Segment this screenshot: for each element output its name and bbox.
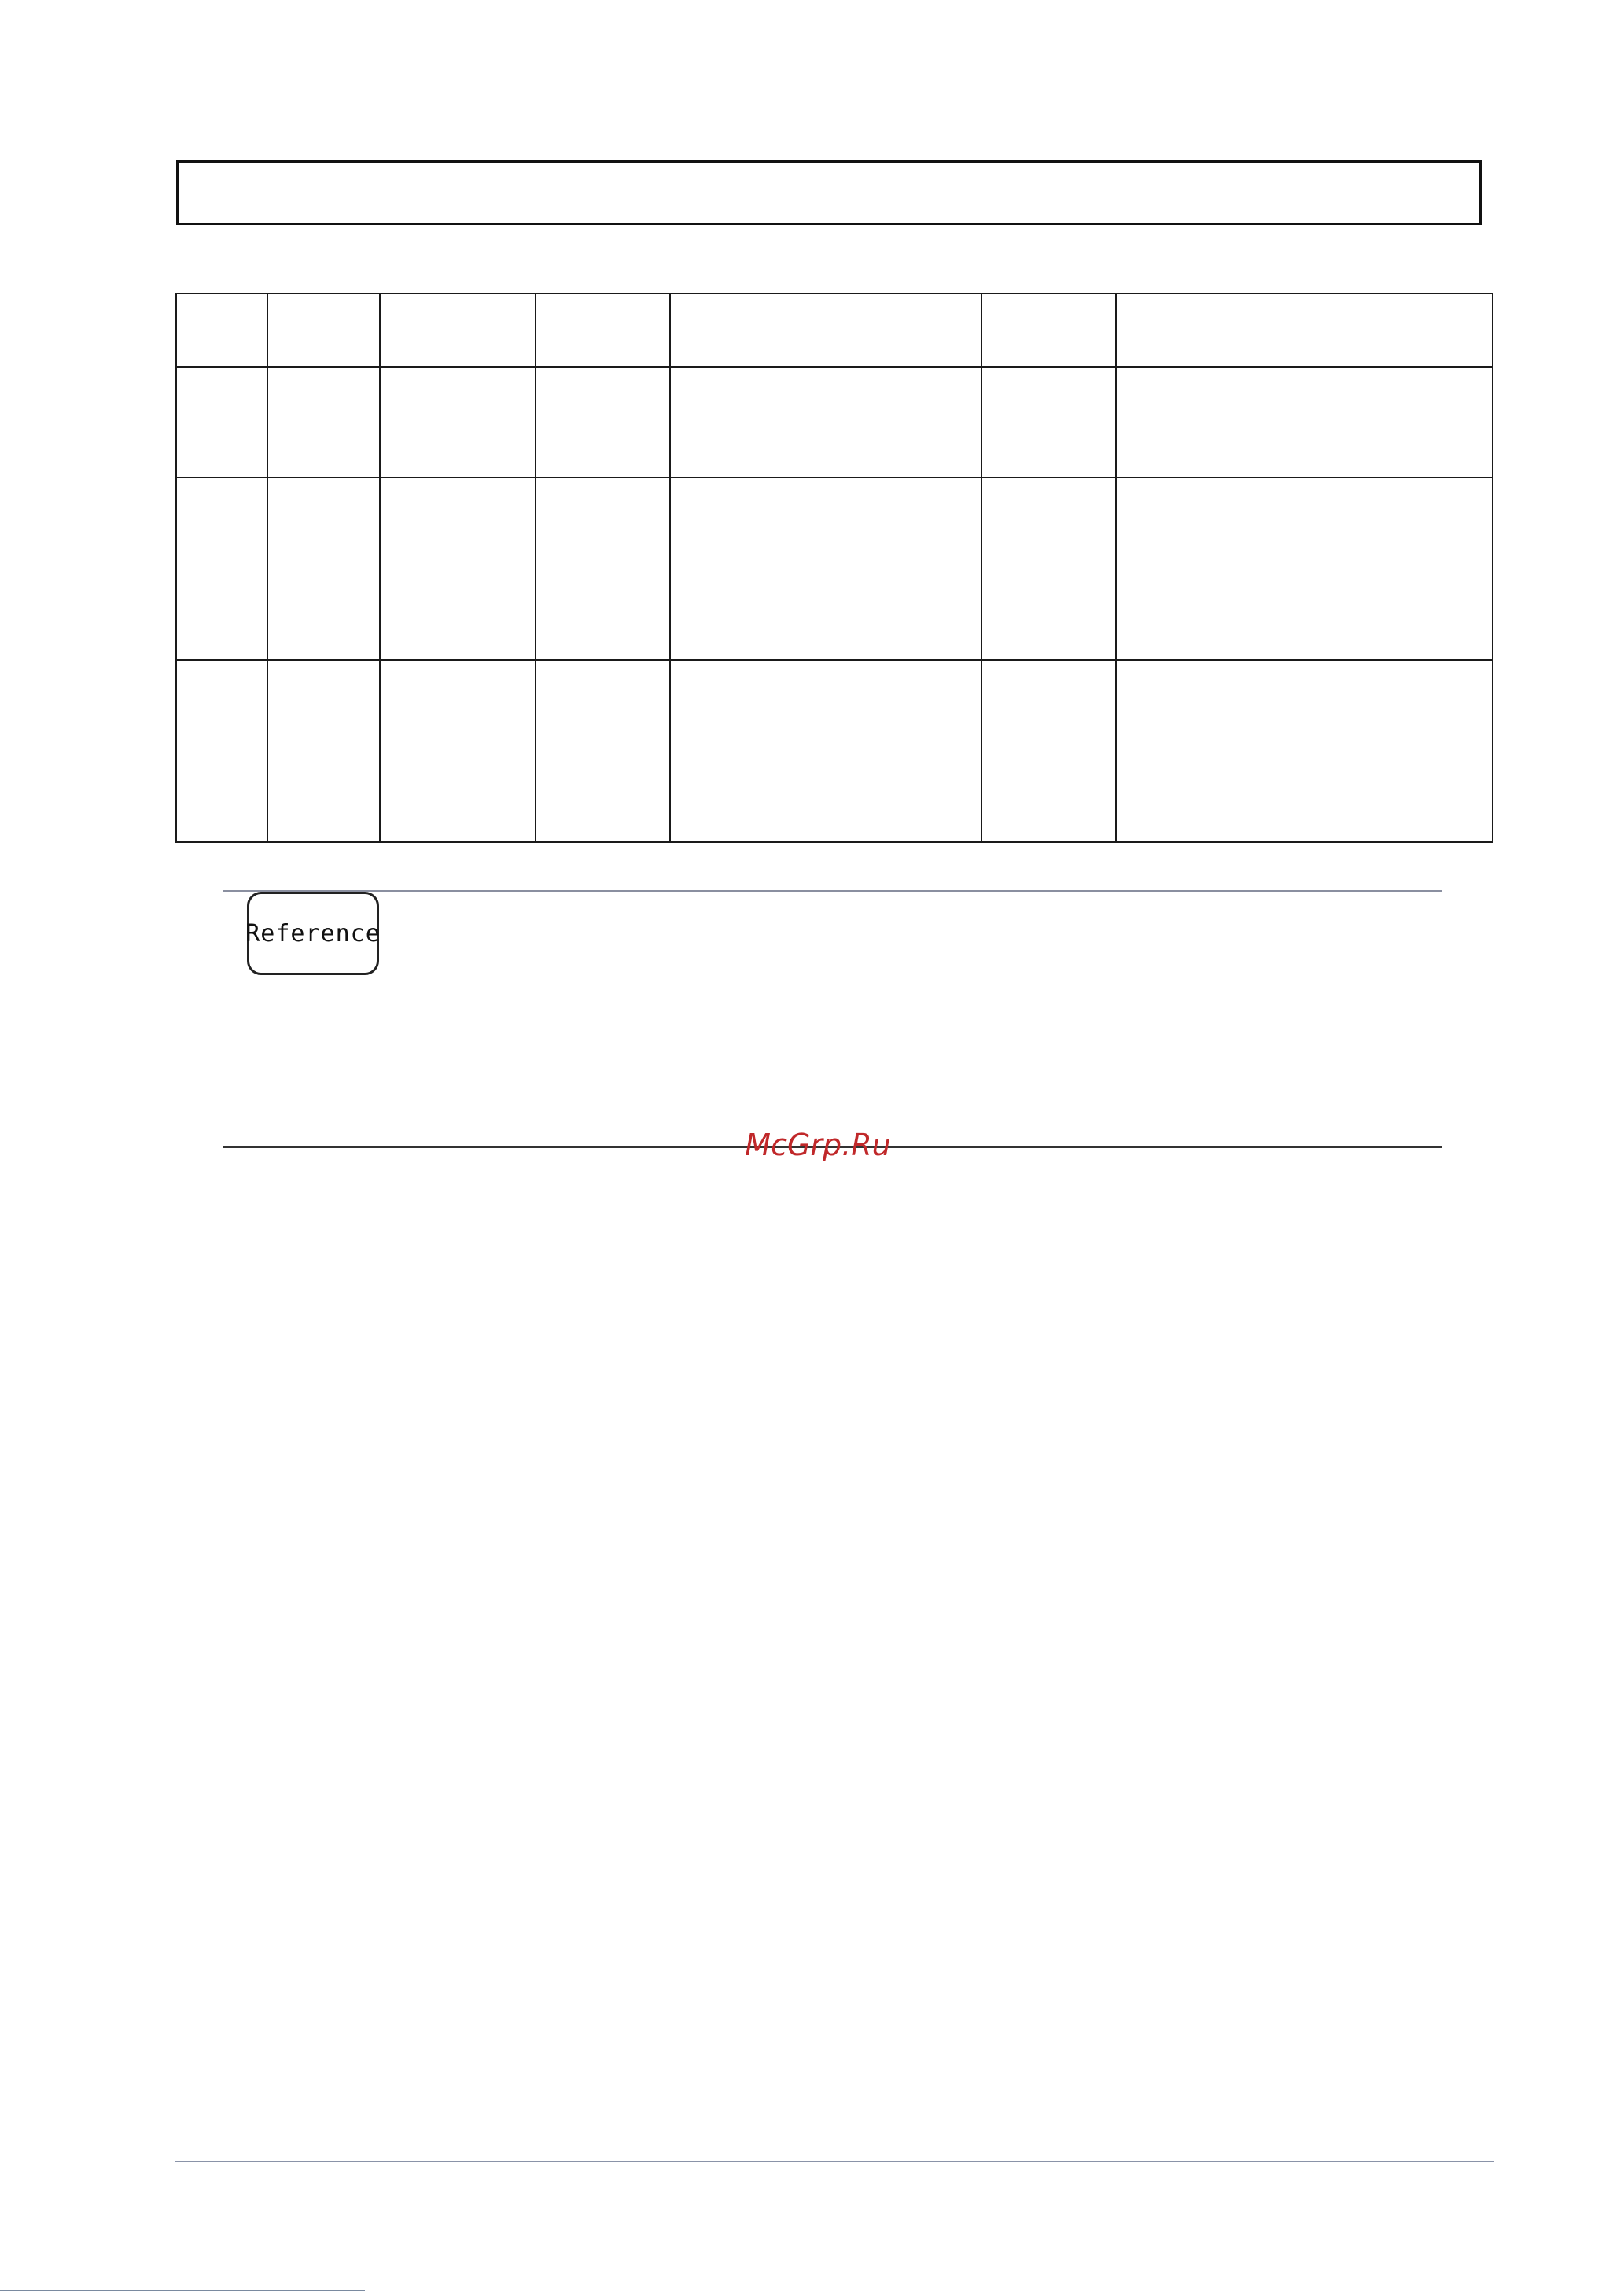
table-cell: [176, 660, 267, 842]
reference-badge: Reference: [247, 892, 379, 975]
table-cell: [267, 367, 380, 477]
table-row: [176, 660, 1493, 842]
table-cell: [670, 293, 981, 367]
table-cell: [1116, 293, 1493, 367]
table-cell: [176, 477, 267, 660]
table-cell: [1116, 660, 1493, 842]
table-cell: [670, 477, 981, 660]
table-cell: [670, 660, 981, 842]
table-row: [176, 367, 1493, 477]
table-cell: [267, 660, 380, 842]
specification-table: [175, 293, 1493, 843]
reference-top-divider: [223, 890, 1442, 892]
table-header-row: [176, 293, 1493, 367]
table-cell: [981, 367, 1116, 477]
table-cell: [1116, 477, 1493, 660]
table-cell: [670, 367, 981, 477]
page-edge-divider: [0, 2290, 365, 2291]
table-cell: [536, 477, 670, 660]
table-cell: [267, 293, 380, 367]
table-cell: [380, 477, 536, 660]
table-cell: [981, 660, 1116, 842]
table-cell: [1116, 367, 1493, 477]
table-cell: [536, 293, 670, 367]
table-cell: [380, 367, 536, 477]
table-cell: [267, 477, 380, 660]
table-cell: [380, 660, 536, 842]
watermark-text: McGrp.Ru: [745, 1128, 891, 1162]
section-title-box: [176, 160, 1482, 225]
table-cell: [981, 477, 1116, 660]
table-cell: [380, 293, 536, 367]
table-cell: [536, 367, 670, 477]
table-cell: [536, 660, 670, 842]
table-cell: [176, 367, 267, 477]
table-row: [176, 477, 1493, 660]
footer-divider: [175, 2161, 1494, 2162]
table-cell: [981, 293, 1116, 367]
table-cell: [176, 293, 267, 367]
